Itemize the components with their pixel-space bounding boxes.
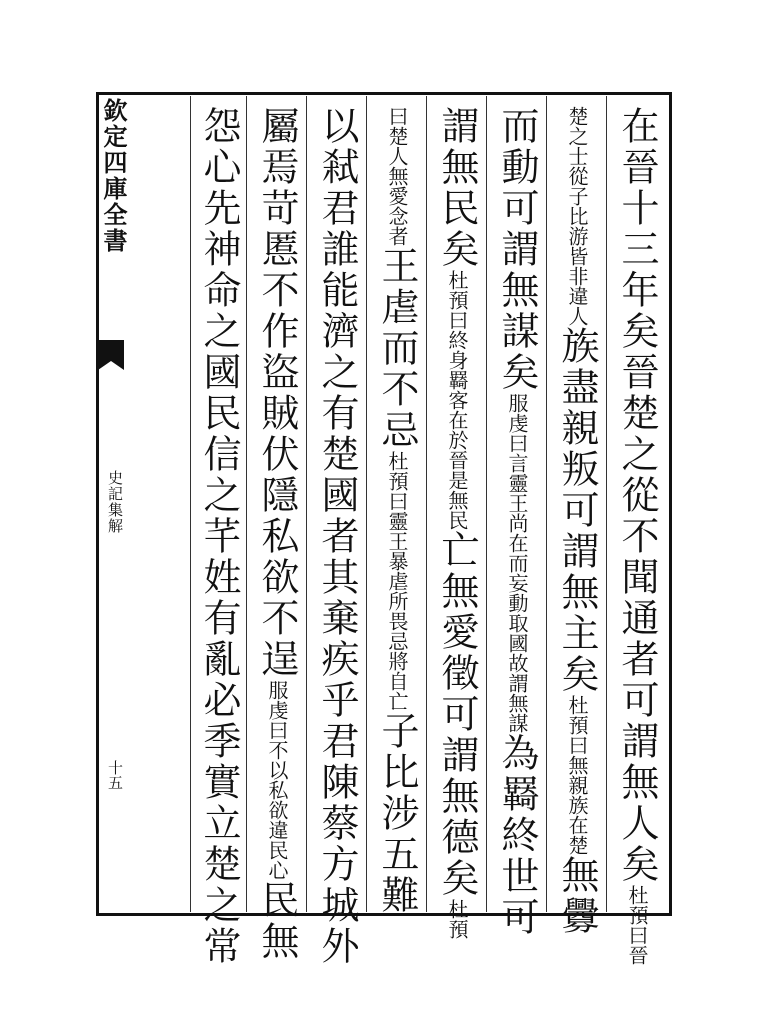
main-text: 以弒君誰能濟之有楚國者其棄疾乎君陳蔡方城外	[315, 106, 359, 967]
annotation-text: 服虔曰不以私欲違民心	[265, 680, 289, 880]
main-text: 謂無民矣	[435, 106, 479, 270]
main-text: 怨心先神命之國民信之芊姓有亂必季實立楚之常	[197, 106, 241, 967]
annotation-text: 楚之士從子比游皆非違人	[565, 106, 589, 326]
text-column	[252, 106, 302, 962]
column-rule	[546, 96, 547, 912]
column-rule	[606, 96, 607, 912]
annotation-text: 曰楚人無愛念者	[385, 106, 409, 246]
main-text: 族盡親叛可謂無主矣	[555, 326, 599, 695]
annotation-text: 杜預曰靈王暴虐所畏忌將自亡	[385, 451, 409, 711]
annotation-text: 杜預	[445, 899, 469, 939]
main-text: 而動可謂無謀矣	[495, 106, 539, 393]
main-text: 為羇終世可	[495, 733, 539, 938]
text-column	[194, 106, 244, 967]
column-rule	[306, 96, 307, 912]
column-rule	[366, 96, 367, 912]
main-text: 王虐而不忌	[375, 246, 419, 451]
annotation-text: 杜預曰終身羇客在於晉是無民	[445, 270, 469, 530]
column-rule	[426, 96, 427, 912]
margin-page-number: 十五	[106, 760, 124, 790]
text-column	[432, 106, 482, 939]
margin-title: 欽定四庫全書	[99, 98, 128, 254]
annotation-text: 杜預曰晉	[625, 885, 649, 965]
text-column	[552, 106, 602, 937]
margin-book-title: 史記集解	[106, 470, 124, 534]
annotation-text: 杜預曰無親族在楚	[565, 695, 589, 855]
main-text: 無釁	[555, 855, 599, 937]
column-rule	[486, 96, 487, 912]
main-text: 子比涉五難	[375, 711, 419, 916]
annotation-text: 服虔曰言靈王尚在而妄動取國故謂無謀	[505, 393, 529, 733]
text-column	[492, 106, 542, 938]
column-rule	[246, 96, 247, 912]
text-column	[312, 106, 362, 967]
main-text: 民無	[255, 880, 299, 962]
main-text: 屬焉苛慝不作盜賊伏隱私欲不逞	[255, 106, 299, 680]
main-text: 在晉十三年矣晉楚之從不聞通者可謂無人矣	[615, 106, 659, 885]
main-text: 亡無愛徵可謂無德矣	[435, 530, 479, 899]
text-column	[372, 106, 422, 916]
text-column	[612, 106, 662, 965]
